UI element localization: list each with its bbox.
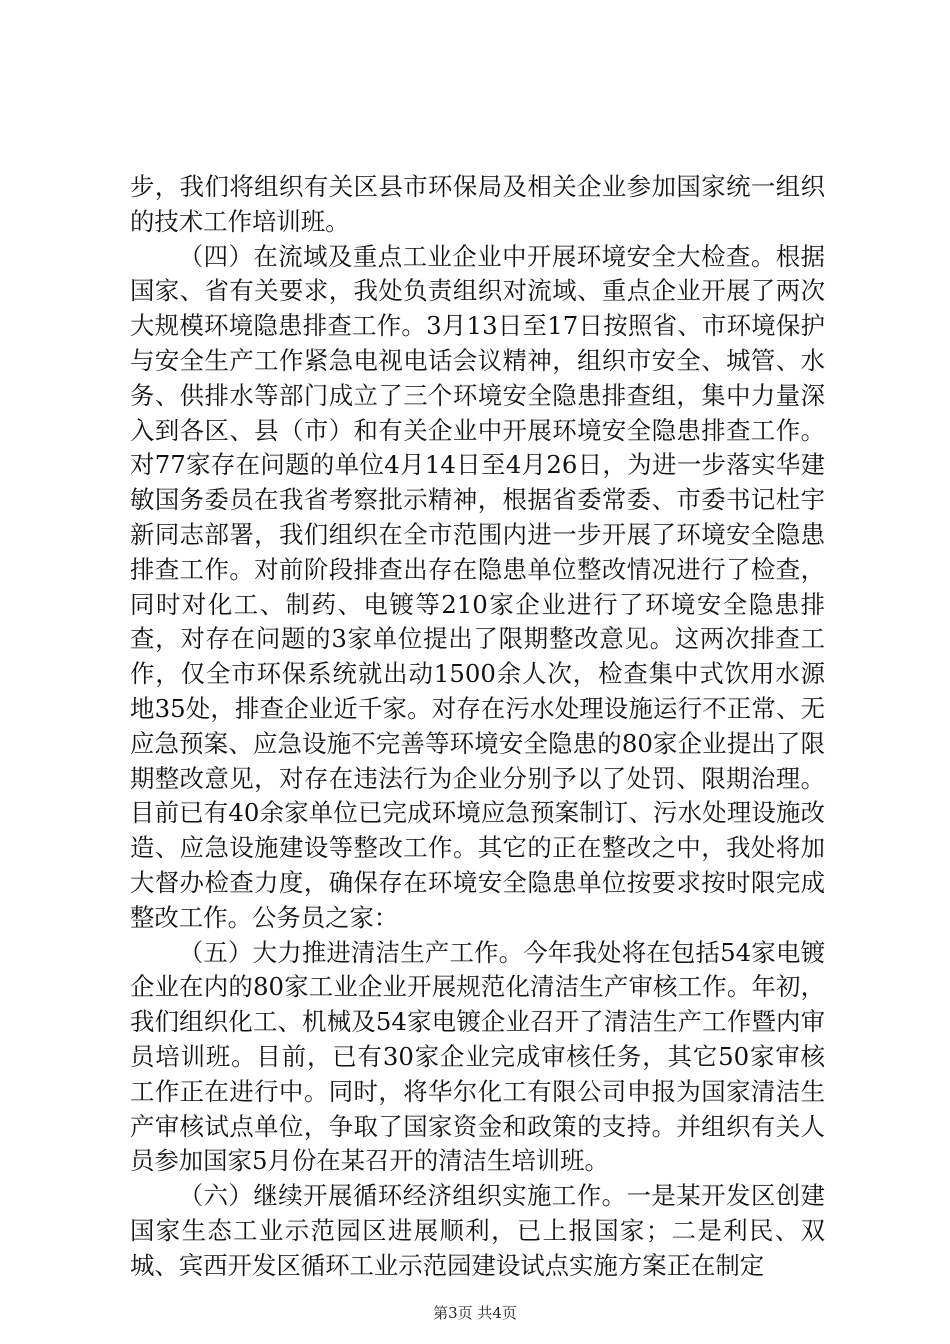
paragraph-safety-inspection: （四）在流域及重点工业企业中开展环境安全大检查。根据国家、省有关要求，我处负责组织对流域、重点企业开展了两次大规模环境隐患排查工作。3月13日至17日按照省、市环境保护与安全生产工作紧急电视电话会议精神，组织市安全、城管、水务、供排水等部门成立了三个环境安全隐患排查组，集中力量深入到各区、县（市）和有关企业中开展环境安全隐患排查工作。对77家存在问题的单位4月14日至4月26日，为进一步落实华建敏国务委员在我省考察批示精神，根据省委常委、市委书记杜宇新同志部署，我们组织在全市范围内进一步开展了环境安全隐患排查工作。对前阶段排查出存在隐患单位整改情况进行了检查，同时对化工、制药、电镀等210家企业进行了环境安全隐患排查，对存在问题的3家单位提出了限期整改意见。这两次排查工作，仅全市环保系统就出动1500余人次，检查集中式饮用水源地35处，排查企业近千家。对存在污水处理设施运行不正常、无应急预案、应急设施不完善等环境安全隐患的80家企业提出了限期整改意见，对存在违法行为企业分别予以了处罚、限期治理。目前已有40余家单位已完成环境应急预案制订、污水处理设施改造、应急设施建设等整改工作。其它的正在整改之中，我处将加大督办检查力度，确保存在环境安全隐患单位按要求按时限完成整改工作。公务员之家： xyxy=(130,241,825,932)
document-body xyxy=(130,170,825,1284)
page-number-footer: 第3页 共4页 xyxy=(433,1304,517,1322)
paragraph-circular-economy: （六）继续开展循环经济组织实施工作。一是某开发区创建国家生态工业示范园区进展顺利，已上报国家；二是利民、双城、宾西开发区循环工业示范园建设试点实施方案正在制定 xyxy=(130,1181,825,1280)
paragraph-clean-production: （五）大力推进清洁生产工作。今年我处将在包括54家电镀企业在内的80家工业企业开展规范化清洁生产审核工作。年初，我们组织化工、机械及54家电镀企业召开了清洁生产工作暨内审员培训班。目前，已有30家企业完成审核任务，其它50家审核工作正在进行中。同时，将华尔化工有限公司申报为国家清洁生产审核试点单位，争取了国家资金和政策的支持。并组织有关人员参加国家5月份在某召开的清洁生培训班。 xyxy=(130,937,825,1176)
paragraph-continuation: 步，我们将组织有关区县市环保局及相关企业参加国家统一组织的技术工作培训班。 xyxy=(130,172,825,236)
